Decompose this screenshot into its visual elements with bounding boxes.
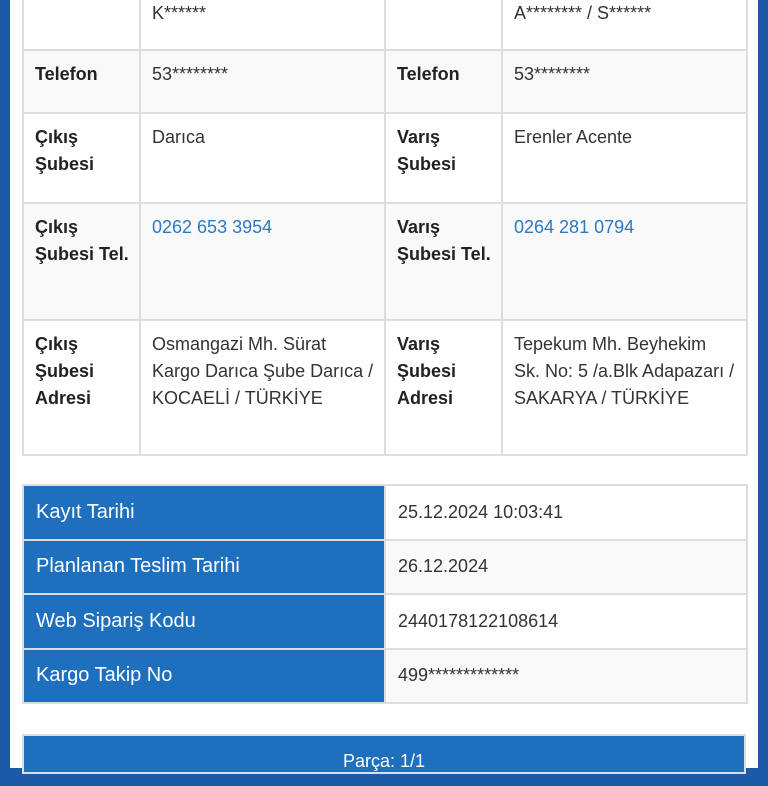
- registration-date-label: Kayıt Tarihi: [23, 485, 385, 540]
- origin-branch-label: Çıkış Şubesi: [23, 113, 140, 203]
- package-count-header: Parça: 1/1: [22, 734, 746, 774]
- destination-branch-phone-link[interactable]: 0264 281 0794: [514, 217, 635, 237]
- origin-branch-address-label: Çıkış Şubesi Adresi: [23, 320, 140, 455]
- origin-branch-phone-link[interactable]: 0262 653 3954: [152, 217, 273, 237]
- origin-branch-address-value: Osmangazi Mh. Sürat Kargo Darıca Şube Darıca / KOCAELİ / TÜRKİYE: [140, 320, 385, 455]
- destination-branch-address-value: Tepekum Mh. Beyhekim Sk. No: 5 /a.Blk Adapazarı / SAKARYA / TÜRKİYE: [502, 320, 747, 455]
- tracking-number-value: 499*************: [385, 649, 747, 704]
- destination-branch-address-label: Varış Şubesi Adresi: [385, 320, 502, 455]
- origin-branch-phone-cell: [140, 203, 385, 320]
- planned-delivery-label: Planlanan Teslim Tarihi: [23, 540, 385, 595]
- web-order-code-value: 2440178122108614: [385, 594, 747, 649]
- tracking-number-label: Kargo Takip No: [23, 649, 385, 704]
- destination-branch-phone-cell: [502, 203, 747, 320]
- destination-branch-phone-label: Varış Şubesi Tel.: [385, 203, 502, 320]
- sender-name-label: [23, 0, 140, 50]
- receiver-phone-label: Telefon: [385, 50, 502, 113]
- registration-date-value: 25.12.2024 10:03:41: [385, 485, 747, 540]
- destination-branch-value: Erenler Acente: [502, 113, 747, 203]
- origin-branch-phone-label: Çıkış Şubesi Tel.: [23, 203, 140, 320]
- destination-branch-label: Varış Şubesi: [385, 113, 502, 203]
- content-panel: [10, 0, 758, 771]
- shipment-details-table: [22, 484, 748, 704]
- web-order-code-label: Web Sipariş Kodu: [23, 594, 385, 649]
- sender-phone-label: Telefon: [23, 50, 140, 113]
- receiver-name-value: A******** / S******: [502, 0, 747, 50]
- planned-delivery-value: 26.12.2024: [385, 540, 747, 595]
- receiver-phone-value: 53********: [502, 50, 747, 113]
- shipment-info-table: [22, 0, 748, 456]
- receiver-name-label: [385, 0, 502, 50]
- sender-phone-value: 53********: [140, 50, 385, 113]
- origin-branch-value: Darıca: [140, 113, 385, 203]
- sender-name-value: K******: [140, 0, 385, 50]
